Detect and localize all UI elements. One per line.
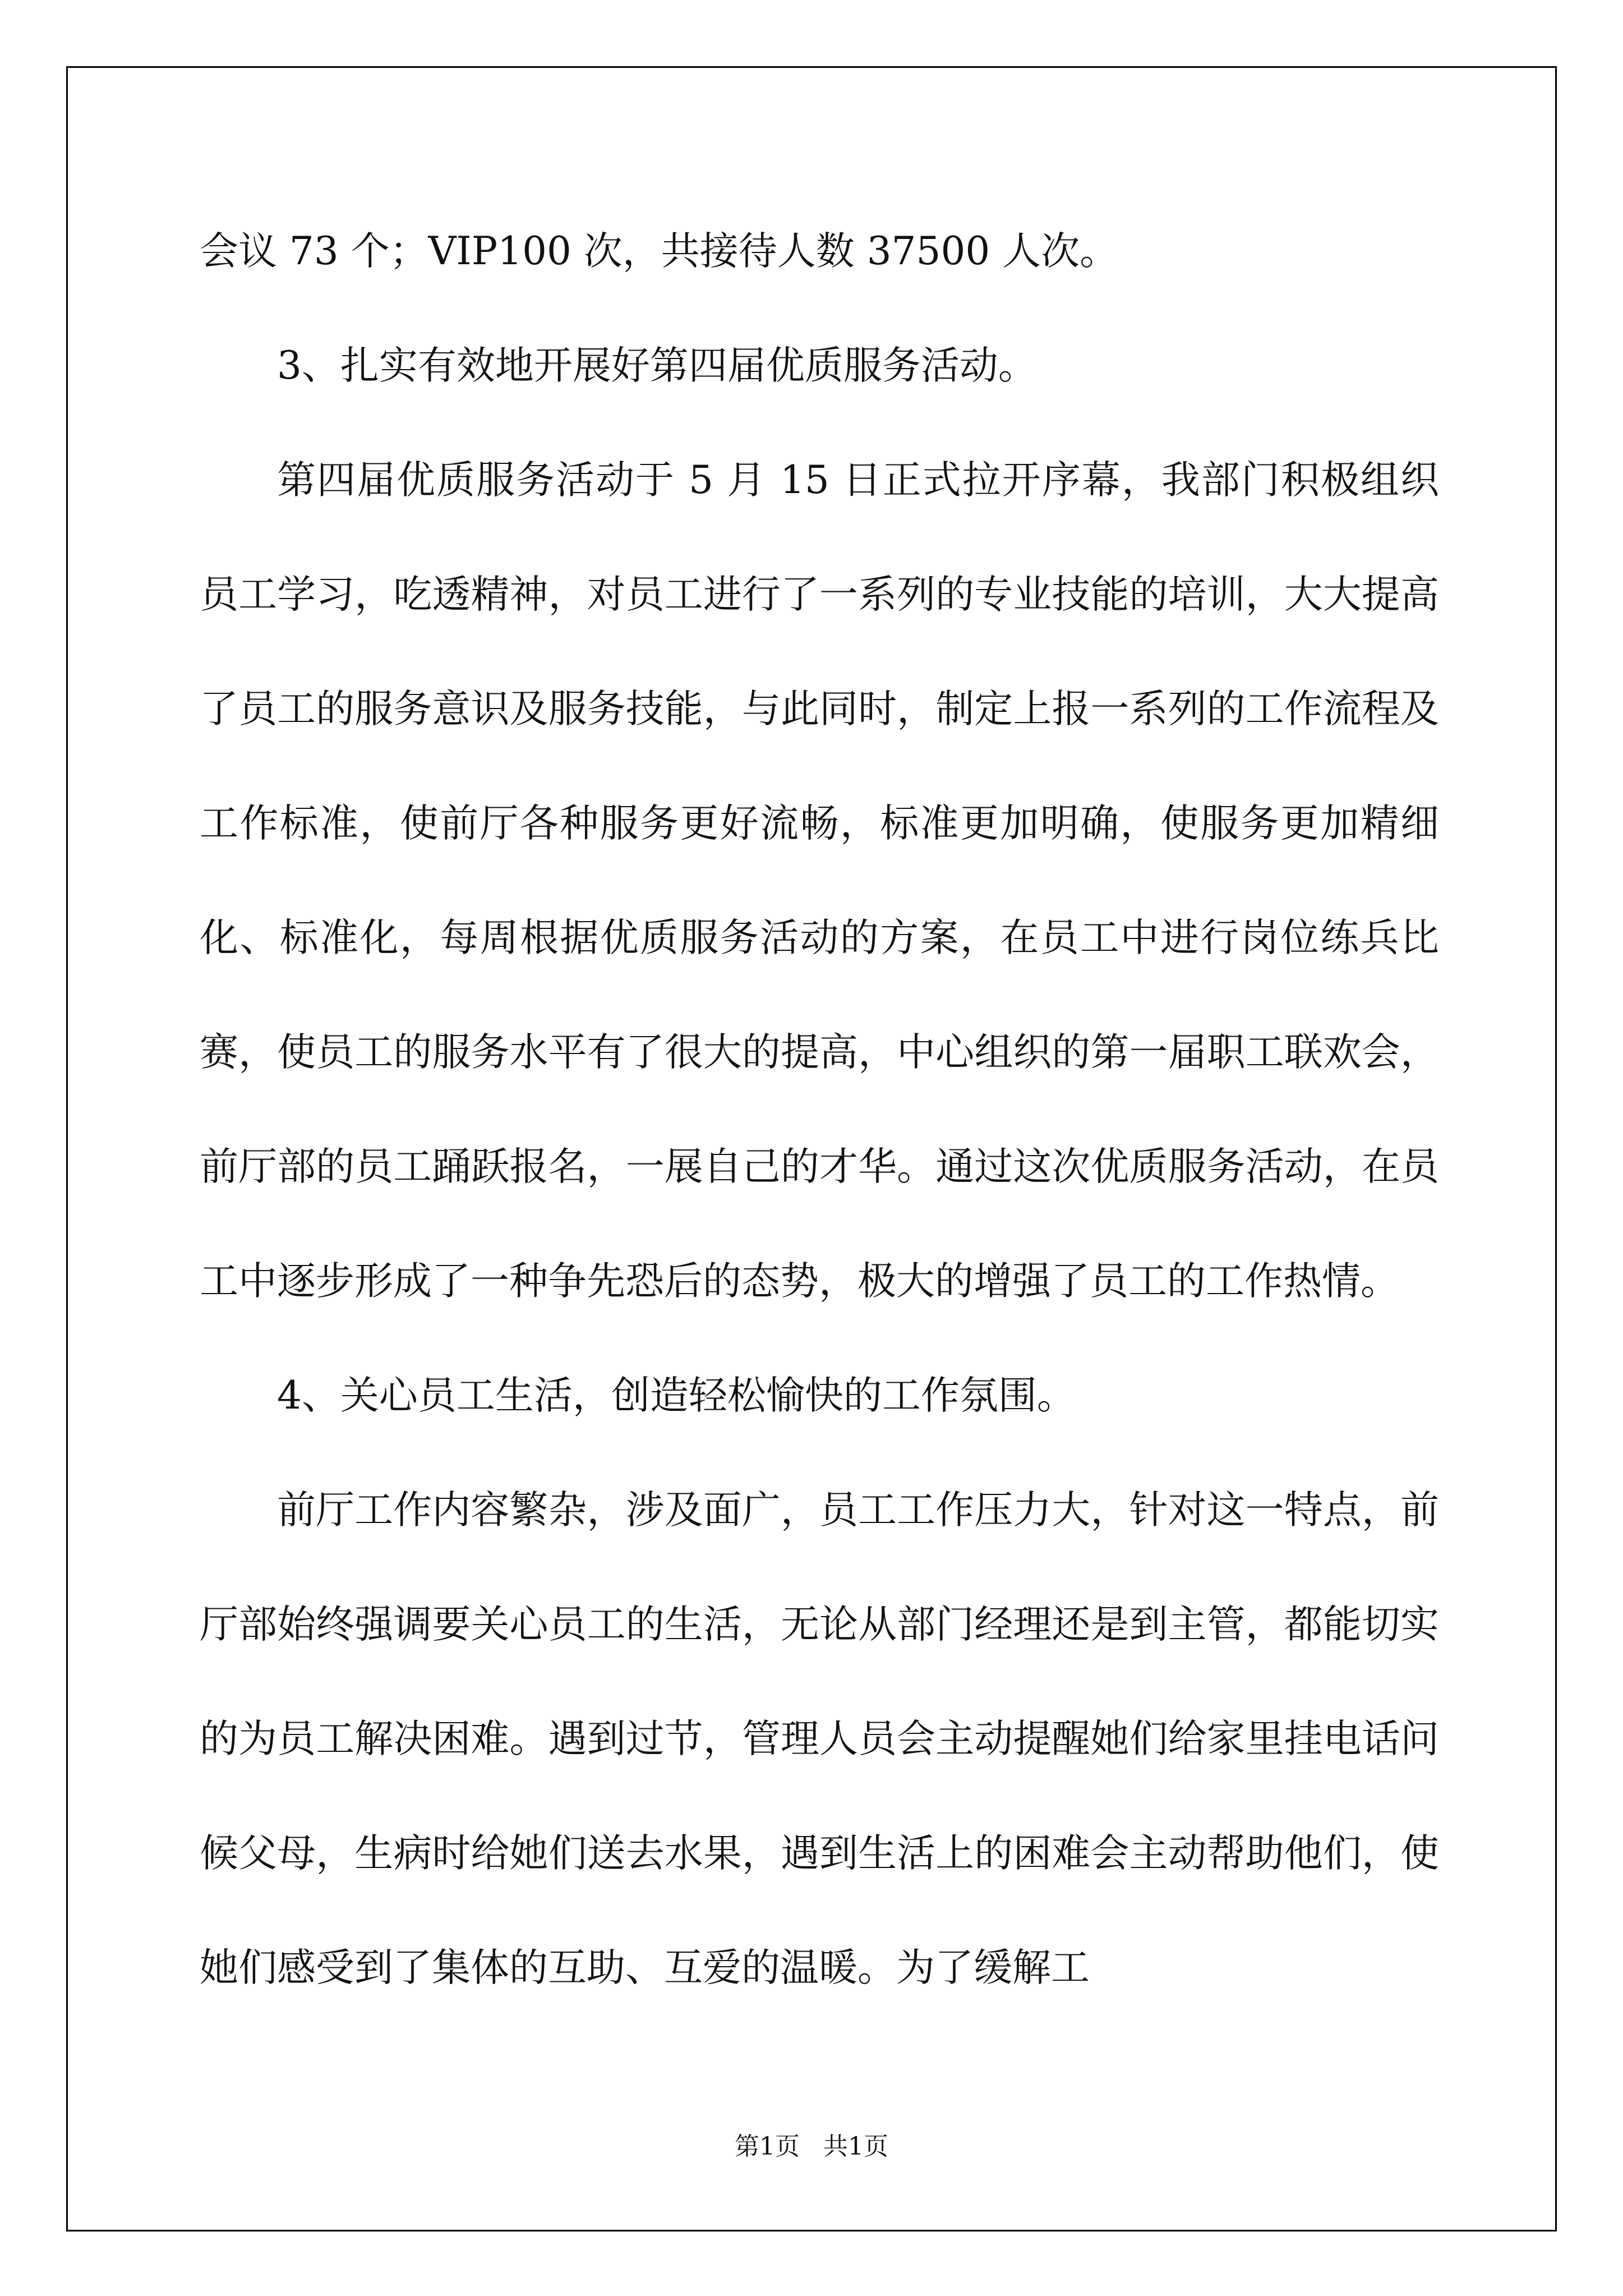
paragraph: 前厅工作内容繁杂，涉及面广，员工工作压力大，针对这一特点，前厅部始终强调要关心员工的生活，无论从部门经理还是到主管，都能切实的为员工解决困难。遇到过节，管理人员会主动提醒她们给家里挂电话问候父母，生病时给她们送去水果，遇到生活上的困难会主动帮助他们，使她们感受到了集体的互助、互爱的温暖。为了缓解工 xyxy=(200,1488,1439,1990)
page-total: 共1页 xyxy=(823,2132,888,2161)
paragraph: 第四届优质服务活动于 5 月 15 日正式拉开序幕，我部门积极组织员工学习，吃透精神，对员工进行了一系列的专业技能的培训，大大提高了员工的服务意识及服务技能，与此同时，制定上报一系列的工作流程及工作标准，使前厅各种服务更好流畅，标准更加明确，使服务更加精细化、标准化，每周根据优质服务活动的方案，在员工中进行岗位练兵比赛，使员工的服务水平有了很大的提高，中心组织的第一届职工联欢会，前厅部的员工踊跃报名，一展自己的才华。通过这次优质服务活动，在员工中逐步形成了一种争先恐后的态势，极大的增强了员工的工作热情。 xyxy=(200,458,1439,1304)
page-footer xyxy=(0,2126,1623,2162)
page-number: 第1页 xyxy=(735,2132,800,2161)
document-body xyxy=(200,194,1439,2025)
paragraph-heading: 4、关心员工生活，创造轻松愉快的工作氛围。 xyxy=(277,1373,1076,1418)
paragraph-heading: 3、扎实有效地开展好第四届优质服务活动。 xyxy=(277,343,1037,388)
paragraph: 会议 73 个；VIP100 次，共接待人数 37500 人次。 xyxy=(200,229,1119,274)
